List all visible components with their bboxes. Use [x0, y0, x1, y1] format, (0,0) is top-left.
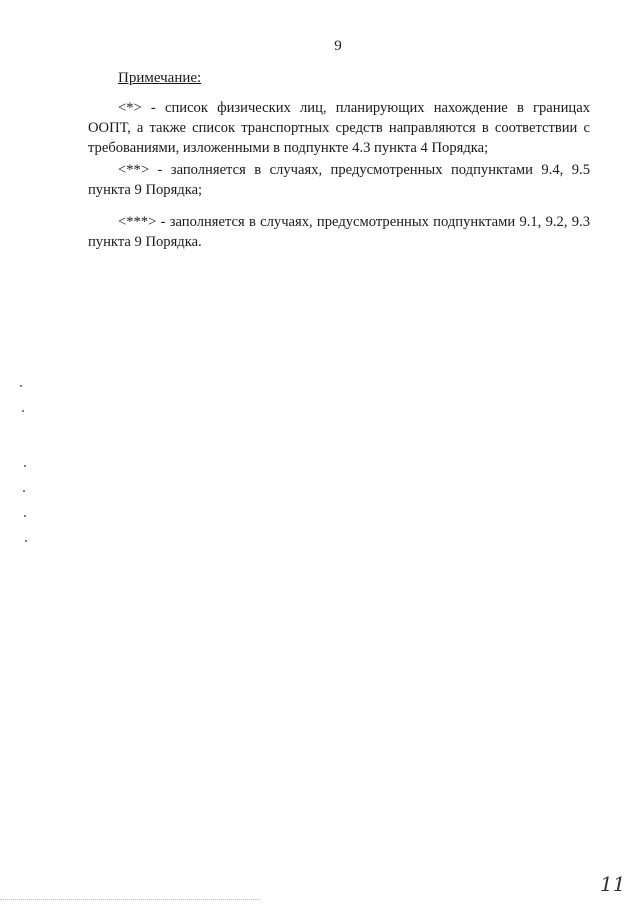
note-paragraph-3: <***> - заполняется в случаях, предусмотренных подпунктами 9.1, 9.2, 9.3 пункта 9 Порядка. [88, 214, 590, 250]
scan-speck [24, 465, 26, 467]
handwritten-sheet-number: 11 [600, 872, 626, 896]
scan-speck [22, 410, 24, 412]
scan-edge-noise [0, 899, 260, 903]
scan-speck [25, 540, 27, 542]
scan-speck [24, 515, 26, 517]
note-paragraph-2: <**> - заполняется в случаях, предусмотренных подпунктами 9.4, 9.5 пункта 9 Порядка; [88, 162, 590, 198]
note-title: Примечание: [118, 70, 202, 86]
scan-speck [23, 490, 25, 492]
scan-speck [20, 385, 22, 387]
page-number: 9 [334, 38, 342, 54]
note-paragraph-1: <*> - список физических лиц, планирующих нахождение в границах ООПТ, а также список транспортных средств направляются в соответствии с требованиями, изложенными в подпункте 4.3 пункта 4 Порядка; [88, 100, 590, 156]
